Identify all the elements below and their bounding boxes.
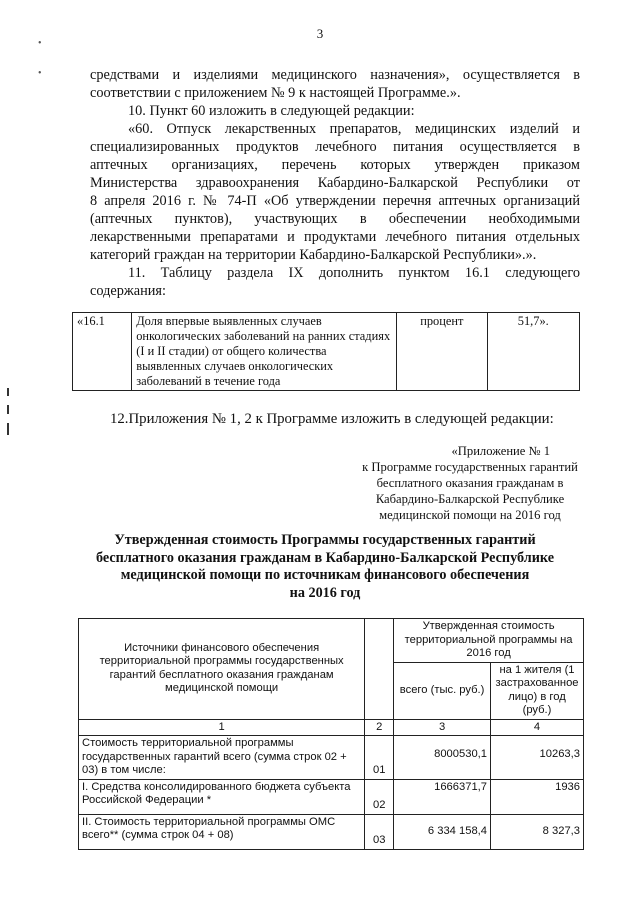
row-per-capita: 10263,3 — [491, 736, 584, 780]
paragraph-line: 11. Таблицу раздела IX дополнить пунктом 16.1 следующего — [128, 265, 580, 281]
row-per-capita: 8 327,3 — [491, 814, 584, 849]
row-code: 03 — [365, 814, 394, 849]
scan-mark — [7, 388, 9, 396]
scan-mark: • — [38, 38, 42, 49]
header-per-capita: на 1 жителя (1 застрахованное лицо) в год (руб.) — [491, 662, 584, 719]
row-name: II. Стоимость территориальной программы ОМС всего** (сумма строк 04 + 08) — [79, 814, 365, 849]
header-source: Источники финансового обеспечения территориальной программы государственных гарантий бесплатного оказания гражданам медицинской помощи — [79, 619, 365, 720]
title-line: Утвержденная стоимость Программы государственных гарантий — [114, 532, 536, 548]
column-number: 3 — [394, 719, 491, 736]
header-total: всего (тыс. руб.) — [394, 662, 491, 719]
column-number-row — [79, 719, 584, 736]
header-code — [365, 619, 394, 720]
table-row — [73, 313, 580, 391]
paragraph-line: аптечных организациях, перечень которых утвержден приказом — [90, 157, 580, 173]
table-header-row — [79, 619, 584, 663]
page-number: 3 — [316, 26, 324, 41]
row-code: 01 — [365, 736, 394, 780]
appendix-line: медицинской помощи на 2016 год — [379, 508, 561, 522]
title-line: медицинской помощи по источникам финансового обеспечения — [120, 567, 530, 583]
appendix-line: «Приложение № 1 — [451, 444, 550, 458]
item-value: 51,7». — [487, 313, 579, 391]
header-cost: Утвержденная стоимость территориальной программы на 2016 год — [394, 619, 584, 663]
paragraph-line: содержания: — [90, 283, 166, 299]
cost-table — [78, 618, 584, 850]
row-total: 6 334 158,4 — [394, 814, 491, 849]
item-unit: процент — [397, 313, 487, 391]
scan-mark — [7, 405, 9, 414]
row-name: I. Средства консолидированного бюджета субъекта Российской Федерации * — [79, 779, 365, 814]
paragraph-line: 12.Приложения № 1, 2 к Программе изложить в следующей редакции: — [110, 411, 554, 427]
paragraph-line: средствами и изделиями медицинского назначения», осуществляется в — [90, 67, 580, 83]
row-name: Стоимость территориальной программы государственных гарантий всего (сумма строк 02 + 03) в том числе: — [79, 736, 365, 780]
item-number: «16.1 — [73, 313, 132, 391]
title-line: на 2016 год — [289, 584, 361, 601]
appendix-line: Кабардино-Балкарской Республике — [375, 492, 565, 506]
paragraph-line: 8 апреля 2016 г. № 74-П «Об утверждении перечня аптечных организаций — [90, 193, 580, 209]
column-number: 4 — [491, 719, 584, 736]
scan-mark: • — [38, 68, 42, 79]
program-item-table — [72, 312, 580, 391]
paragraph-line: лекарственными препаратами и продуктами лечебного питания отдельных — [90, 229, 580, 245]
table-row — [79, 814, 584, 849]
appendix-line: к Программе государственных гарантий — [362, 460, 578, 474]
item-description: Доля впервые выявленных случаев онкологических заболеваний на ранних стадиях (I и II стадии) от общего количества выявленных случаев онкологических заболеваний в течение года — [132, 313, 397, 391]
row-per-capita: 1936 — [491, 779, 584, 814]
title-line: бесплатного оказания гражданам в Кабардино-Балкарской Республике — [95, 549, 555, 566]
paragraph-line: «60. Отпуск лекарственных препаратов, медицинских изделий и — [128, 121, 580, 137]
scan-mark — [7, 423, 9, 435]
appendix-header — [350, 443, 590, 523]
paragraph-line: Министерства здравоохранения Кабардино-Балкарской Республики от — [90, 175, 580, 191]
row-total: 8000530,1 — [394, 736, 491, 780]
table-row — [79, 736, 584, 780]
appendix-line: бесплатного оказания гражданам в — [376, 476, 564, 490]
table-row — [79, 779, 584, 814]
document-title — [70, 532, 580, 602]
paragraph-line: 10. Пункт 60 изложить в следующей редакции: — [128, 103, 415, 119]
paragraph-line: (аптечных пунктов), участвующих в обеспечении необходимыми — [90, 211, 580, 227]
row-total: 1666371,7 — [394, 779, 491, 814]
row-code: 02 — [365, 779, 394, 814]
paragraph-line: соответствии с приложением № 9 к настоящей Программе.». — [90, 85, 461, 101]
column-number: 1 — [79, 719, 365, 736]
paragraph-line: категорий граждан на территории Кабардино-Балкарской Республики».». — [90, 247, 537, 263]
paragraph-line: специализированных продуктов лечебного питания осуществляется в — [90, 139, 580, 155]
column-number: 2 — [365, 719, 394, 736]
